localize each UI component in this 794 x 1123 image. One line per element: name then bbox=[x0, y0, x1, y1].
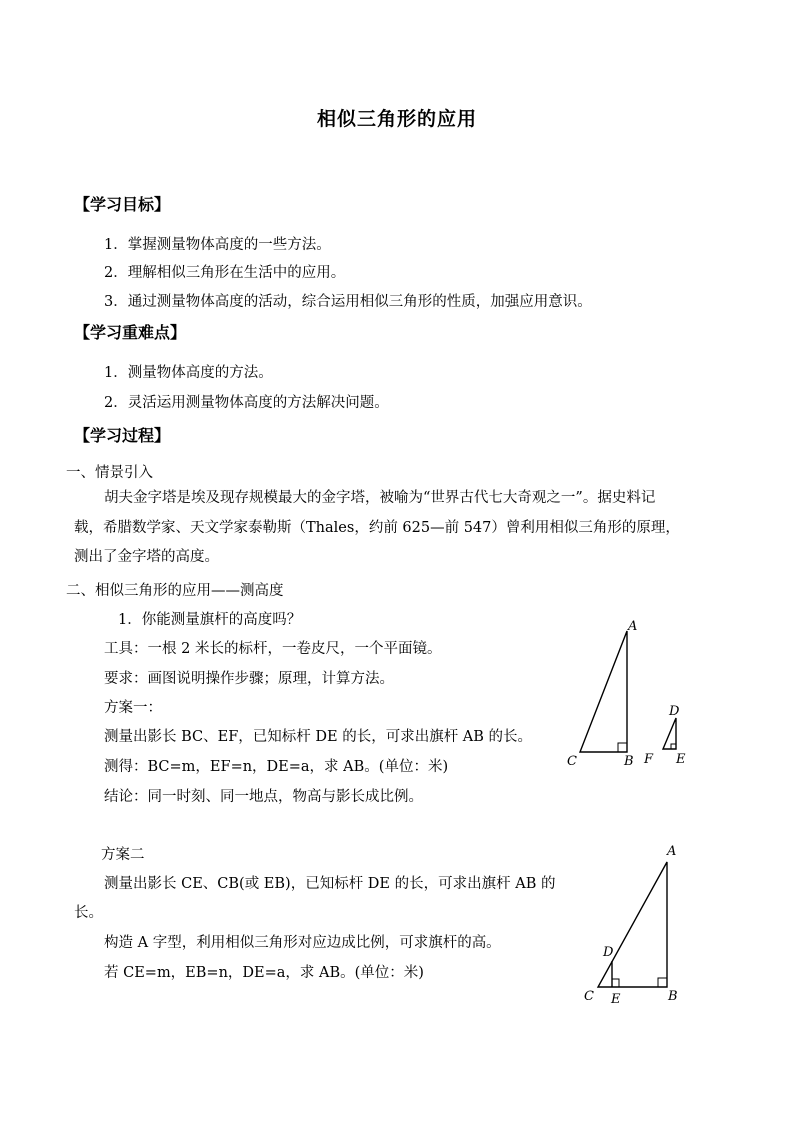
triangle-def bbox=[663, 718, 676, 749]
plan1-conclusion: 结论：同一时刻、同一地点，物高与影长成比例。 bbox=[104, 789, 423, 805]
label-e: E bbox=[676, 752, 686, 767]
intro-line-1: 胡夫金字塔是埃及现存规模最大的金字塔，被喻为“世界古代七大奇观之一”。据史料记 bbox=[104, 490, 656, 506]
triangle-abc bbox=[580, 631, 627, 752]
key-point-item-2: 2．灵活运用测量物体高度的方法解决问题。 bbox=[104, 395, 389, 411]
plan2-measure: 若 CE=m，EB=n，DE=a，求 AB。(单位：米) bbox=[104, 965, 424, 981]
plan1-description: 测量出影长 BC、EF，已知标杆 DE 的长，可求出旗杆 AB 的长。 bbox=[104, 729, 533, 745]
plan2-construct: 构造 A 字型，利用相似三角形对应边成比例，可求旗杆的高。 bbox=[104, 935, 501, 951]
label-a: A bbox=[628, 619, 638, 634]
key-point-item-1: 1．测量物体高度的方法。 bbox=[104, 365, 273, 381]
label-e: E bbox=[611, 992, 621, 1007]
requirement-line: 要求：画图说明操作步骤；原理，计算方法。 bbox=[104, 671, 394, 687]
question-1: 1．你能测量旗杆的高度吗？ bbox=[118, 612, 302, 628]
objectives-heading: 【学习目标】 bbox=[74, 195, 171, 214]
pole-de bbox=[612, 961, 619, 987]
label-d: D bbox=[603, 945, 614, 960]
triangle-acb bbox=[598, 862, 667, 987]
label-a: A bbox=[667, 844, 677, 859]
figure-shadow-triangles bbox=[560, 612, 700, 772]
plan1-measure: 测得：BC=m，EF=n，DE=a，求 AB。(单位：米) bbox=[104, 759, 449, 775]
intro-line-2: 载，希腊数学家、天文学家泰勒斯（Thales，约前 625—前 547）曾利用相似三角形的原理， bbox=[74, 520, 680, 536]
label-c: C bbox=[567, 754, 577, 769]
plan1-label: 方案一： bbox=[104, 700, 162, 716]
objective-item-2: 2．理解相似三角形在生活中的应用。 bbox=[104, 265, 346, 281]
key-points-heading: 【学习重难点】 bbox=[74, 323, 187, 342]
figure-a-shaped-triangles bbox=[578, 838, 688, 1010]
plan2-description-2: 长。 bbox=[74, 905, 103, 921]
part2-heading: 二、相似三角形的应用——测高度 bbox=[66, 583, 284, 599]
tools-line: 工具：一根 2 米长的标杆，一卷皮尺，一个平面镜。 bbox=[104, 641, 442, 657]
label-f: F bbox=[644, 752, 654, 767]
label-d: D bbox=[669, 704, 680, 719]
label-b: B bbox=[668, 989, 678, 1004]
part1-heading: 一、情景引入 bbox=[66, 465, 153, 481]
objective-item-3: 3．通过测量物体高度的活动，综合运用相似三角形的性质，加强应用意识。 bbox=[104, 294, 592, 310]
label-b: B bbox=[624, 754, 634, 769]
process-heading: 【学习过程】 bbox=[74, 426, 171, 445]
plan2-description-1: 测量出影长 CE、CB(或 EB)，已知标杆 DE 的长，可求出旗杆 AB 的 bbox=[104, 876, 556, 892]
objective-item-1: 1．掌握测量物体高度的一些方法。 bbox=[104, 237, 331, 253]
label-c: C bbox=[584, 989, 594, 1004]
page-title: 相似三角形的应用 bbox=[316, 108, 477, 130]
plan2-label: 方案二 bbox=[101, 847, 145, 863]
intro-line-3: 测出了金字塔的高度。 bbox=[74, 549, 219, 565]
